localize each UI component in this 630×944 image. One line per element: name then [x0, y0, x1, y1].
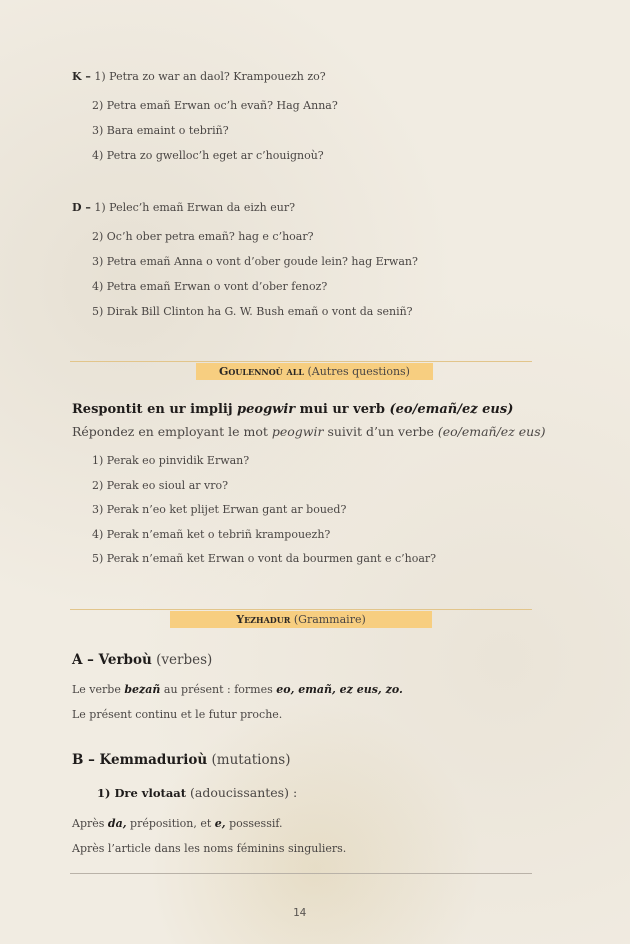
- section-d-label: D –: [72, 201, 91, 214]
- question-d-2: 2) Oc’h ober petra emañ? hag e c’hoar?: [92, 230, 314, 243]
- section-divider: [70, 361, 532, 362]
- question-g-5: 5) Perak n’emañ ket Erwan o vont da bourmen gant e c’hoar?: [92, 552, 437, 565]
- question-g-1: 1) Perak eo pinvidik Erwan?: [92, 454, 250, 467]
- question-g-2: 2) Perak eo sioul ar vro?: [92, 479, 229, 492]
- goulennou-all-header: Goulennoù all (Autres questions): [196, 363, 433, 380]
- yezhadur-header: Yezhadur (Grammaire): [170, 611, 432, 628]
- question-g-3: 3) Perak n’eo ket plijet Erwan gant ar boued?: [92, 503, 347, 516]
- question-d-5: 5) Dirak Bill Clinton ha G. W. Bush emañ o vont da seniñ?: [92, 305, 413, 318]
- footer-divider: [70, 873, 532, 874]
- question-k-2: 2) Petra emañ Erwan oc’h evañ? Hag Anna?: [92, 99, 338, 112]
- section-divider: [70, 609, 532, 610]
- page-number: 14: [293, 906, 307, 919]
- question-g-4: 4) Perak n’emañ ket o tebriñ krampouezh?: [92, 528, 331, 541]
- question-d-3: 3) Petra emañ Anna o vont d’ober goude lein? hag Erwan?: [92, 255, 418, 268]
- question-k-1: K – 1) Petra zo war an daol? Krampouezh zo?: [72, 70, 326, 83]
- subsection-a-heading: A – Verboù (verbes): [72, 652, 213, 668]
- question-k-3: 3) Bara emaint o tebriñ?: [92, 124, 229, 137]
- question-d-1: D – 1) Pelec’h emañ Erwan da eizh eur?: [72, 201, 296, 214]
- instruction-breton: Respontit en ur implij peogwir mui ur verb (eo/emañ/ez eus): [72, 402, 514, 417]
- instruction-french: Répondez en employant le mot peogwir suivit d’un verbe (eo/emañ/ez eus): [72, 424, 546, 439]
- subsection-b1-heading: 1) Dre vlotaat (adoucissantes) :: [97, 785, 298, 800]
- grammar-line-b2: Après l’article dans les noms féminins singuliers.: [72, 842, 347, 855]
- question-d-4: 4) Petra emañ Erwan o vont d’ober fenoz?: [92, 280, 328, 293]
- grammar-line-b1: Après da, préposition, et e, possessif.: [72, 817, 283, 830]
- question-k-4: 4) Petra zo gwelloc’h eget ar c’houignoù?: [92, 149, 324, 162]
- grammar-line-a1: Le verbe bezañ au présent : formes eo, emañ, ez eus, zo.: [72, 683, 403, 696]
- grammar-line-a2: Le présent continu et le futur proche.: [72, 708, 283, 721]
- subsection-b-heading: B – Kemmadurioù (mutations): [72, 752, 291, 768]
- section-k-label: K –: [72, 70, 91, 83]
